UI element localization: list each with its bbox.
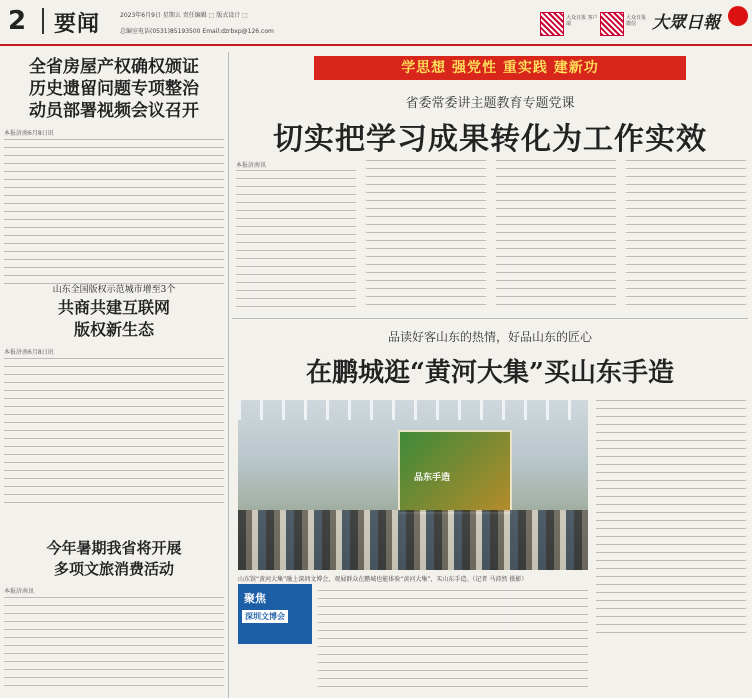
page-header (0, 0, 752, 44)
article-body-text (4, 139, 224, 289)
article-title-line: 历史遗留问题专项整治 (29, 79, 199, 99)
article-body-text (4, 358, 224, 506)
qr-code-icon (540, 12, 564, 36)
qr-code-icon (600, 12, 624, 36)
newspaper-brand: 大眾日報 (652, 13, 720, 33)
article-byline: 本报济南6月8日讯 (4, 130, 54, 137)
promo-subtitle: 深圳文博会 (242, 610, 288, 623)
header-rule (0, 44, 752, 46)
qr-label-wechat: 大众日报 微信 (626, 15, 647, 27)
qr-label-app: 大众日报 客户端 (566, 15, 598, 27)
promo-title: 聚焦 (244, 592, 266, 605)
page-number: 2 (8, 6, 27, 36)
second-story-kicker: 品读好客山东的热情，好品山东的匠心 (387, 330, 592, 344)
lead-story-body (236, 160, 748, 310)
lead-story-byline: 本报济南讯 (236, 162, 267, 169)
article-title-line: 共商共建互联网 (57, 298, 170, 317)
second-story-body (596, 400, 746, 638)
article-title-line: 今年暑期我省将开展 (46, 539, 182, 557)
article-title-line: 多项文旅消费活动 (53, 560, 174, 578)
newspaper-logo-icon (728, 6, 748, 26)
column-divider (228, 52, 229, 698)
header-meta-date: 2023年6月9日 星期五 责任编辑 ⬚ 版式设计 ⬚ (120, 12, 248, 19)
story-divider (232, 318, 748, 319)
second-story-headline: 在鹏城逛“黄河大集”买山东手造 (306, 358, 674, 388)
visitor-crowd (238, 510, 588, 570)
header-divider (42, 8, 44, 34)
expo-photo (238, 400, 588, 570)
promo-box (238, 584, 312, 644)
body-column (236, 170, 356, 308)
body-column (496, 160, 616, 308)
article-copyright (4, 282, 224, 506)
body-column (626, 160, 746, 308)
article-title-line: 版权新生态 (73, 320, 154, 339)
second-story-body-lower (318, 590, 588, 690)
article-byline: 本报济南讯 (4, 588, 35, 595)
body-column (366, 160, 486, 308)
article-byline: 本报济南6月8日讯 (4, 349, 54, 356)
article-property-rights (4, 56, 224, 289)
lead-story-kicker: 省委常委讲主题教育专题党课 (405, 96, 575, 111)
article-summer-tourism (4, 538, 224, 687)
article-title-line: 动员部署视频会议召开 (29, 101, 199, 121)
booth-sign: 品东手造 (414, 473, 451, 483)
ceiling-lights (238, 400, 588, 420)
article-kicker: 山东全国版权示范城市增至3个 (52, 285, 176, 295)
lead-story-headline: 切实把学习成果转化为工作实效 (273, 122, 707, 157)
campaign-banner: 学思想 强党性 重实践 建新功 (314, 56, 686, 80)
photo-caption: 山东馆“黄河大集”融上深圳文博会，观展群众在鹏城也能体验“黄河大集”，买山东手造。（记者 马沛然 摄影） (238, 576, 528, 583)
article-title-line: 全省房屋产权确权颁证 (29, 57, 199, 77)
header-meta-contact: 总编室电话(0531)85193500 Email:dzrbxp@126.com (120, 28, 274, 35)
article-body-text (4, 597, 224, 687)
section-title: 要闻 (54, 12, 101, 37)
